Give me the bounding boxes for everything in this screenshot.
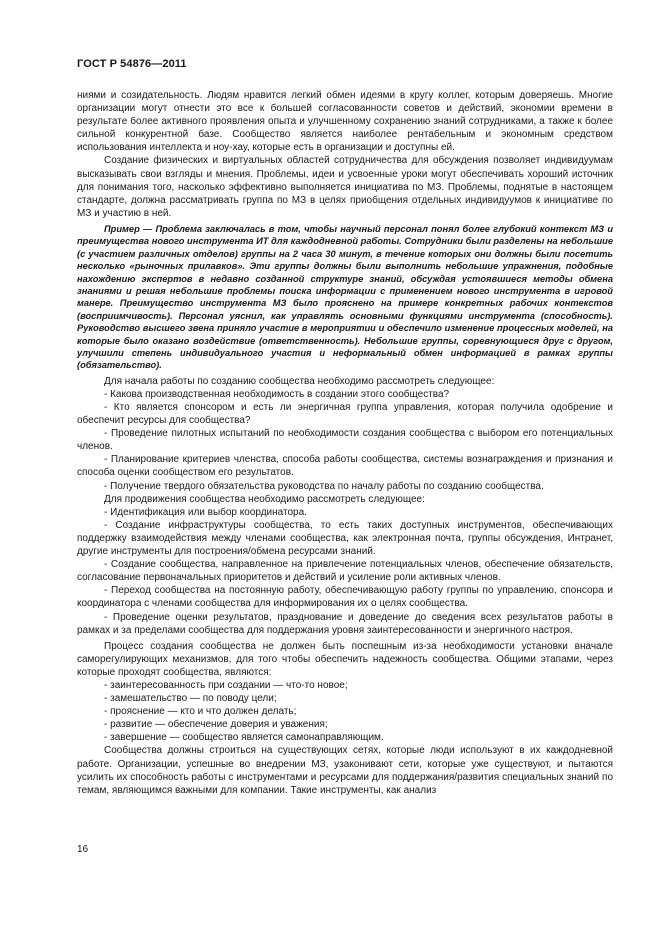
- paragraph: Процесс создания сообщества не должен быть поспешным из-за необходимости установки вначале саморегулирующих механизмов, для того чтобы обеспечить надежность сообщества. Общими этапами, через которые проходят сообщества, являются:: [77, 640, 613, 678]
- list-item: - Создание инфраструктуры сообщества, то есть таких доступных инструментов, обеспечивающих поддержку взаимодействия между членами сообщества, как электронная почта, группы обсуждения, Интранет, другие инструменты для построения/обмена ресурсами знаний.: [77, 519, 613, 558]
- list-item: - Проведение оценки результатов, празднование и доведение до сведения всех результатов работы в рамках и за пределами сообщества для поддержания уровня заинтересованности и энергичного настроя.: [77, 611, 613, 636]
- page-number: 16: [77, 844, 89, 855]
- list-item: - завершение — сообщество является самонаправляющим.: [104, 732, 384, 744]
- list-item: - Какова производственная необходимость в создании этого сообщества?: [104, 388, 450, 400]
- paragraph: Создание физических и виртуальных областей сотрудничества для обсуждения позволяет индивидуумам высказывать свои взгляды и мнения. Проблемы, идеи и усвоенные уроки могут обеспечивать хороший источник для понимания того, насколько эффективно выполняется инициатива по МЗ. Проблемы, поднятые в настоящем стандарте, должна рассматривать группа по МЗ в целях приобщения отдельных индивидуумов к инициативе по МЗ и участию в ней.: [77, 155, 613, 219]
- list-item: - Идентификация или выбор координатора.: [104, 506, 307, 518]
- list-item: - Проведение пилотных испытаний по необходимости создания сообщества с выбором его потенциальных членов.: [77, 428, 613, 453]
- paragraph-continuation: ниями и созидательность. Людям нравится легкий обмен идеями в кругу коллег, которым доверяешь. Многие организации могут отнести это все к большей согласованности советов и действий, экономии времени в результате более активного проявления опыта и улучшенному сохранению знаний сотрудниками, а также к более сильной конкурентной базе. Сообщество является наиболее рентабельным и экономным средством использования интеллекта и ноу-хау, которые есть в организации и доступны ей.: [77, 90, 613, 154]
- list-item: - Создание сообщества, направленное на привлечение потенциальных членов, обеспечение обязательств, согласование первоначальных приоритетов и действий и усиление роли активных членов.: [77, 559, 613, 584]
- list-item: - Планирование критериев членства, способа работы сообщества, системы вознаграждения и признания и способа оценки сообществом его результатов.: [77, 454, 613, 479]
- list-item: - замешательство — по поводу цели;: [104, 693, 277, 705]
- paragraph: Сообщества должны строиться на существующих сетях, которые люди используют в их каждодневной работе. Организации, успешные во внедрении МЗ, узаконивают сети, которые уже существуют, и пытаются усилить их способность работы с инструментами и ресурсами для поддержания/развития специальных знаний по темам, являющимся важными для компании. Такие инструменты, как анализ: [77, 745, 613, 796]
- paragraph: Для продвижения сообщества необходимо рассмотреть следующее:: [104, 493, 425, 505]
- list-item: - Кто является спонсором и есть ли энергичная группа управления, которая получила одобрение и обеспечит ресурсы для сообщества?: [77, 402, 613, 427]
- example-paragraph: Пример — Проблема заключалась в том, чтобы научный персонал понял более глубокий контекст МЗ и преимущества нового инструмента ИТ для каждодневной работы. Сотрудники были разделены на небольшие (с участием различных отделов) группы на 2 часа 30 минут, в течение которых они должны были посетить несколько «рыночных прилавков». Эти группы должны были выполнить небольшие упражнения, подобные нахождению экспертов в недавно созданной структуре знаний, обсуждая устоявшиеся методы обмена знаниями и решая небольшие проблемы поиска информации с применением нового инструмента в игровой манере. Преимущество инструмента МЗ было прояснено на примере конкретных рабочих контекстов (восприимчивость). Персонал уяснил, как управлять основными функциями инструмента (способность). Руководство высшего звена приняло участие в мероприятии и обеспечило изменение процессных моделей, на которые было оказано воздействие (ответственность). Небольшие группы, соревнующиеся друг с другом, улучшили степень индивидуального участия и неформальный обмен информацией в рамках группы (обязательство).: [77, 223, 613, 371]
- list-item: - прояснение — кто и что должен делать;: [104, 706, 297, 718]
- document-body: [77, 89, 613, 797]
- list-item: - развитие — обеспечение доверия и уважения;: [104, 719, 328, 731]
- list-item: - Переход сообщества на постоянную работу, обеспечивающую работу группы по управлению, спонсора и координатора с членами сообщества для информирования их о целях сообщества.: [77, 585, 613, 610]
- document-header: ГОСТ Р 54876—2011: [77, 58, 187, 70]
- paragraph: Для начала работы по созданию сообщества необходимо рассмотреть следующее:: [104, 375, 495, 387]
- list-item: - Получение твердого обязательства руководства по началу работы по созданию сообщества.: [104, 480, 544, 492]
- list-item: - заинтересованность при создании — что-то новое;: [104, 679, 348, 691]
